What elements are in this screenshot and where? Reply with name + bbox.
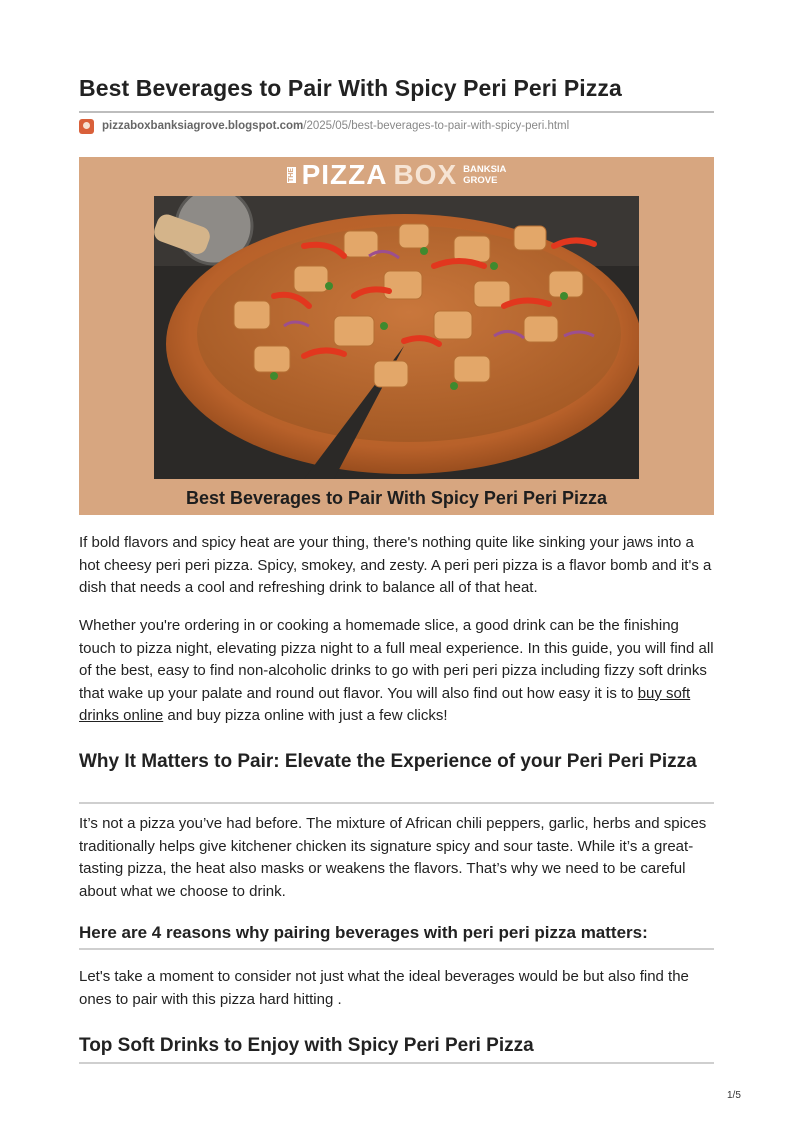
blogger-favicon-icon: [79, 119, 94, 134]
page-number: 1/5: [727, 1090, 741, 1101]
top-drinks-divider: [79, 1062, 714, 1064]
logo-sub-line-2: GROVE: [463, 175, 498, 186]
section-heading-top-soft-drinks: Top Soft Drinks to Enjoy with Spicy Peri Peri Pizza: [79, 1035, 534, 1056]
peri-peri-pizza-illustration: [154, 196, 639, 479]
source-domain[interactable]: pizzaboxbanksiagrove.blogspot.com: [102, 120, 304, 132]
guide-paragraph: [79, 615, 714, 728]
pizza-photo: [154, 196, 639, 479]
section-heading-why-pair: Why It Matters to Pair: Elevate the Experience of your Peri Peri Pizza: [79, 751, 697, 772]
guide-text-before: Whether you're ordering in or cooking a homemade slice, a good drink can be the finishing touch to pizza night, elevating pizza night to a full meal experience. In this guide, you will find all of the best, easy to find non-alcoholic drinks to go with peri peri pizza including fizzy soft drinks that wake up your palate and round out flavor. You will also find out how easy it is to: [79, 617, 714, 702]
buy-soft-drinks-link[interactable]: buy soft drinks online: [79, 684, 691, 724]
logo-subtitle: [463, 164, 506, 186]
section-divider: [79, 802, 714, 804]
intro-paragraph: If bold flavors and spicy heat are your thing, there's nothing quite like sinking your jaws into a hot cheesy peri peri pizza. Spicy, smokey, and zesty. A peri peri pizza is a flavor bomb and it's a dish that needs a cool and refreshing drink to balance all of that heat.: [79, 534, 712, 596]
hero-caption: Best Beverages to Pair With Spicy Peri Peri Pizza: [185, 488, 607, 508]
source-path[interactable]: /2025/05/best-beverages-to-pair-with-spicy-peri.html: [303, 120, 570, 132]
guide-text-after: and buy pizza online with just a few clicks!: [163, 707, 448, 724]
reasons-heading: Here are 4 reasons why pairing beverages with peri peri pizza matters:: [79, 923, 648, 942]
title-divider: [79, 111, 714, 113]
logo-pizza: PIZZA: [301, 159, 388, 190]
logo-sub-line-1: BANKSIA: [463, 164, 507, 175]
logo-box: BOX: [393, 159, 458, 190]
why-pair-paragraph: It’s not a pizza you’ve had before. The mixture of African chili peppers, garlic, herbs and spices traditionally helps give kitchener chicken its signature spicy and sour taste. While it’s a great-tasting pizza, the heat also masks or weakens the flavors. That’s why we need to be careful about what we choose to drink.: [79, 815, 707, 900]
reasons-paragraph: Let's take a moment to consider not just what the ideal beverages would be but also find the ones to pair with this pizza hard hitting .: [79, 968, 689, 1008]
reasons-divider: [79, 948, 714, 950]
article-title: Best Beverages to Pair With Spicy Peri Peri Pizza: [79, 75, 622, 101]
pizza-box-logo: [79, 157, 714, 193]
logo-the: THE: [287, 168, 295, 182]
source-url[interactable]: [79, 118, 569, 134]
